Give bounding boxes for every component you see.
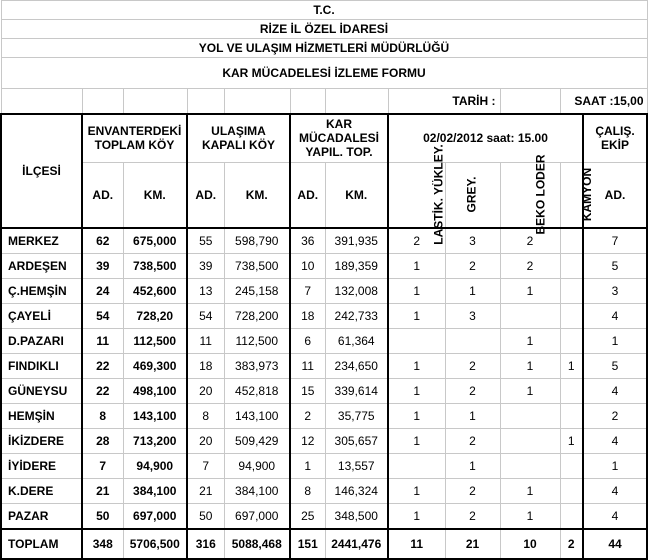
total-cell: 151 xyxy=(290,529,325,559)
ilce-header: İLÇESİ xyxy=(1,114,82,228)
blank-cell xyxy=(82,89,123,115)
total-cell: 44 xyxy=(583,529,647,559)
ad-header: AD. xyxy=(187,162,224,228)
district-name: FINDIKLI xyxy=(1,354,82,379)
cell-kap-ad: 20 xyxy=(187,429,224,454)
cell-kamyon xyxy=(560,254,583,279)
envanter-header: ENVANTERDEKİ TOPLAM KÖY xyxy=(82,114,187,162)
cell-kap-ad: 20 xyxy=(187,379,224,404)
cell-beko xyxy=(500,404,560,429)
table-row xyxy=(1,479,647,504)
cell-muc-ad: 25 xyxy=(290,504,325,530)
cell-beko xyxy=(500,429,560,454)
table-row xyxy=(1,254,647,279)
cell-muc-ad: 36 xyxy=(290,228,325,254)
blank-cell xyxy=(1,89,82,115)
cell-lastik: 1 xyxy=(388,504,445,530)
cell-ekip: 3 xyxy=(583,279,647,304)
cell-kamyon xyxy=(560,479,583,504)
cell-muc-ad: 18 xyxy=(290,304,325,329)
table-row xyxy=(1,354,647,379)
cell-beko xyxy=(500,304,560,329)
cell-kamyon: 1 xyxy=(560,429,583,454)
cell-grey: 1 xyxy=(445,454,500,479)
grey-header: GREY. xyxy=(445,162,500,228)
cell-env-km: 728,20 xyxy=(123,304,187,329)
cell-env-km: 675,000 xyxy=(123,228,187,254)
cell-env-ad: 50 xyxy=(82,504,123,530)
lastik-yukley-header: LASTİK. YÜKLEY. xyxy=(388,162,445,228)
cell-muc-ad: 10 xyxy=(290,254,325,279)
table-row xyxy=(1,304,647,329)
cell-env-km: 384,100 xyxy=(123,479,187,504)
cell-kap-km: 697,000 xyxy=(224,504,290,530)
ulasima-kapali-header: ULAŞIMA KAPALI KÖY xyxy=(187,114,290,162)
cell-ekip: 2 xyxy=(583,404,647,429)
district-name: İKİZDERE xyxy=(1,429,82,454)
total-cell: 5088,468 xyxy=(224,529,290,559)
table-row xyxy=(1,504,647,530)
cell-kamyon xyxy=(560,304,583,329)
cell-muc-km: 339,614 xyxy=(325,379,388,404)
cell-env-ad: 62 xyxy=(82,228,123,254)
cell-lastik: 1 xyxy=(388,354,445,379)
cell-ekip: 5 xyxy=(583,354,647,379)
cell-muc-ad: 2 xyxy=(290,404,325,429)
cell-muc-km: 189,359 xyxy=(325,254,388,279)
cell-muc-ad: 11 xyxy=(290,354,325,379)
cell-muc-km: 35,775 xyxy=(325,404,388,429)
cell-kamyon xyxy=(560,404,583,429)
cell-muc-ad: 8 xyxy=(290,479,325,504)
cell-lastik: 1 xyxy=(388,479,445,504)
cell-lastik: 2 xyxy=(388,228,445,254)
total-cell: 2 xyxy=(560,529,583,559)
cell-kap-km: 738,500 xyxy=(224,254,290,279)
district-name: ARDEŞEN xyxy=(1,254,82,279)
cell-kap-km: 598,790 xyxy=(224,228,290,254)
cell-ekip: 1 xyxy=(583,329,647,354)
cell-env-km: 143,100 xyxy=(123,404,187,429)
cell-muc-km: 348,500 xyxy=(325,504,388,530)
total-cell: 21 xyxy=(445,529,500,559)
cell-kap-ad: 55 xyxy=(187,228,224,254)
ad-header: AD. xyxy=(82,162,123,228)
cell-kap-ad: 21 xyxy=(187,479,224,504)
cell-ekip: 5 xyxy=(583,254,647,279)
cell-kamyon xyxy=(560,504,583,530)
cell-beko: 1 xyxy=(500,279,560,304)
cell-muc-km: 242,733 xyxy=(325,304,388,329)
cell-kap-km: 383,973 xyxy=(224,354,290,379)
cell-muc-km: 13,557 xyxy=(325,454,388,479)
cell-env-ad: 7 xyxy=(82,454,123,479)
blank-cell xyxy=(224,89,290,115)
table-row xyxy=(1,454,647,479)
km-header: KM. xyxy=(224,162,290,228)
cell-muc-km: 132,008 xyxy=(325,279,388,304)
cell-env-ad: 8 xyxy=(82,404,123,429)
cell-ekip: 4 xyxy=(583,504,647,530)
district-name: GÜNEYSU xyxy=(1,379,82,404)
cell-lastik xyxy=(388,454,445,479)
cell-env-km: 112,500 xyxy=(123,329,187,354)
cell-env-km: 697,000 xyxy=(123,504,187,530)
cell-env-ad: 24 xyxy=(82,279,123,304)
district-name: K.DERE xyxy=(1,479,82,504)
cell-env-ad: 21 xyxy=(82,479,123,504)
cell-grey: 2 xyxy=(445,254,500,279)
calis-ekip-header: ÇALIŞ. EKİP xyxy=(583,114,647,162)
cell-kamyon xyxy=(560,279,583,304)
blank-cell xyxy=(290,89,325,115)
cell-muc-ad: 6 xyxy=(290,329,325,354)
total-cell: 10 xyxy=(500,529,560,559)
table-row xyxy=(1,429,647,454)
cell-kap-ad: 50 xyxy=(187,504,224,530)
cell-muc-km: 146,324 xyxy=(325,479,388,504)
cell-grey: 2 xyxy=(445,354,500,379)
cell-beko: 2 xyxy=(500,228,560,254)
total-cell: 316 xyxy=(187,529,224,559)
cell-beko: 1 xyxy=(500,504,560,530)
cell-ekip: 4 xyxy=(583,479,647,504)
cell-lastik: 1 xyxy=(388,429,445,454)
cell-ekip: 4 xyxy=(583,429,647,454)
cell-beko: 1 xyxy=(500,329,560,354)
total-label: TOPLAM xyxy=(1,529,82,559)
district-name: ÇAYELİ xyxy=(1,304,82,329)
table-row xyxy=(1,379,647,404)
total-cell: 5706,500 xyxy=(123,529,187,559)
header-tc: T.C. xyxy=(1,1,647,20)
beko-loder-header: BEKO LODER xyxy=(500,162,560,228)
cell-muc-km: 234,650 xyxy=(325,354,388,379)
cell-kamyon xyxy=(560,454,583,479)
district-name: D.PAZARI xyxy=(1,329,82,354)
tarih-label: TARİH : xyxy=(388,89,500,115)
cell-env-km: 713,200 xyxy=(123,429,187,454)
cell-muc-ad: 12 xyxy=(290,429,325,454)
cell-beko: 2 xyxy=(500,254,560,279)
cell-kap-ad: 11 xyxy=(187,329,224,354)
cell-kamyon xyxy=(560,228,583,254)
cell-ekip: 4 xyxy=(583,304,647,329)
km-header: KM. xyxy=(123,162,187,228)
cell-lastik xyxy=(388,329,445,354)
cell-grey: 3 xyxy=(445,228,500,254)
cell-env-ad: 28 xyxy=(82,429,123,454)
table-row xyxy=(1,279,647,304)
cell-env-km: 94,900 xyxy=(123,454,187,479)
total-cell: 11 xyxy=(388,529,445,559)
cell-grey: 1 xyxy=(445,279,500,304)
cell-env-km: 469,300 xyxy=(123,354,187,379)
cell-ekip: 7 xyxy=(583,228,647,254)
blank-cell xyxy=(325,89,388,115)
cell-kap-km: 728,200 xyxy=(224,304,290,329)
cell-lastik: 1 xyxy=(388,404,445,429)
cell-beko xyxy=(500,454,560,479)
cell-grey: 1 xyxy=(445,404,500,429)
total-cell: 2441,476 xyxy=(325,529,388,559)
cell-grey: 2 xyxy=(445,379,500,404)
cell-kamyon xyxy=(560,329,583,354)
cell-beko: 1 xyxy=(500,479,560,504)
cell-lastik: 1 xyxy=(388,304,445,329)
cell-muc-km: 61,364 xyxy=(325,329,388,354)
cell-kap-ad: 7 xyxy=(187,454,224,479)
header-institution: RİZE İL ÖZEL İDARESİ xyxy=(1,20,647,39)
cell-kap-km: 509,429 xyxy=(224,429,290,454)
cell-grey: 2 xyxy=(445,504,500,530)
header-department: YOL VE ULAŞIM HİZMETLERİ MÜDÜRLÜĞÜ xyxy=(1,39,647,58)
cell-muc-ad: 1 xyxy=(290,454,325,479)
saat-label: SAAT :15,00 xyxy=(560,89,647,115)
cell-kamyon: 1 xyxy=(560,354,583,379)
cell-grey: 3 xyxy=(445,304,500,329)
form-title: KAR MÜCADELESİ İZLEME FORMU xyxy=(1,58,647,89)
cell-kap-ad: 54 xyxy=(187,304,224,329)
cell-muc-km: 305,657 xyxy=(325,429,388,454)
cell-grey: 2 xyxy=(445,429,500,454)
district-name: HEMŞİN xyxy=(1,404,82,429)
cell-kap-km: 452,818 xyxy=(224,379,290,404)
total-row xyxy=(1,529,647,559)
cell-kap-km: 94,900 xyxy=(224,454,290,479)
cell-muc-ad: 7 xyxy=(290,279,325,304)
blank-cell xyxy=(187,89,224,115)
cell-grey: 2 xyxy=(445,479,500,504)
cell-lastik: 1 xyxy=(388,379,445,404)
table-row xyxy=(1,404,647,429)
cell-beko: 1 xyxy=(500,354,560,379)
cell-kap-km: 384,100 xyxy=(224,479,290,504)
cell-env-ad: 39 xyxy=(82,254,123,279)
district-name: PAZAR xyxy=(1,504,82,530)
district-name: İYİDERE xyxy=(1,454,82,479)
cell-kap-ad: 39 xyxy=(187,254,224,279)
cell-ekip: 1 xyxy=(583,454,647,479)
cell-grey xyxy=(445,329,500,354)
kar-mucadelesi-header: KAR MÜCADALESİ YAPIL. TOP. xyxy=(290,114,388,162)
cell-kap-ad: 13 xyxy=(187,279,224,304)
cell-env-ad: 54 xyxy=(82,304,123,329)
cell-env-ad: 11 xyxy=(82,329,123,354)
blank-cell xyxy=(123,89,187,115)
cell-lastik: 1 xyxy=(388,254,445,279)
kamyon-header: KAMYON xyxy=(560,162,583,228)
cell-beko: 1 xyxy=(500,379,560,404)
cell-ekip: 4 xyxy=(583,379,647,404)
cell-kap-km: 143,100 xyxy=(224,404,290,429)
cell-kap-ad: 8 xyxy=(187,404,224,429)
table-row xyxy=(1,329,647,354)
cell-env-ad: 22 xyxy=(82,379,123,404)
tarih-value xyxy=(500,89,560,115)
cell-muc-ad: 15 xyxy=(290,379,325,404)
cell-lastik: 1 xyxy=(388,279,445,304)
total-cell: 348 xyxy=(82,529,123,559)
district-name: MERKEZ xyxy=(1,228,82,254)
cell-kap-ad: 18 xyxy=(187,354,224,379)
cell-kap-km: 245,158 xyxy=(224,279,290,304)
cell-muc-km: 391,935 xyxy=(325,228,388,254)
km-header: KM. xyxy=(325,162,388,228)
district-name: Ç.HEMŞİN xyxy=(1,279,82,304)
date-header: 02/02/2012 saat: 15.00 xyxy=(388,114,583,162)
cell-kamyon xyxy=(560,379,583,404)
cell-env-ad: 22 xyxy=(82,354,123,379)
ad-header: AD. xyxy=(583,162,647,228)
cell-env-km: 738,500 xyxy=(123,254,187,279)
ad-header: AD. xyxy=(290,162,325,228)
cell-env-km: 452,600 xyxy=(123,279,187,304)
cell-env-km: 498,100 xyxy=(123,379,187,404)
cell-kap-km: 112,500 xyxy=(224,329,290,354)
table-row xyxy=(1,228,647,254)
